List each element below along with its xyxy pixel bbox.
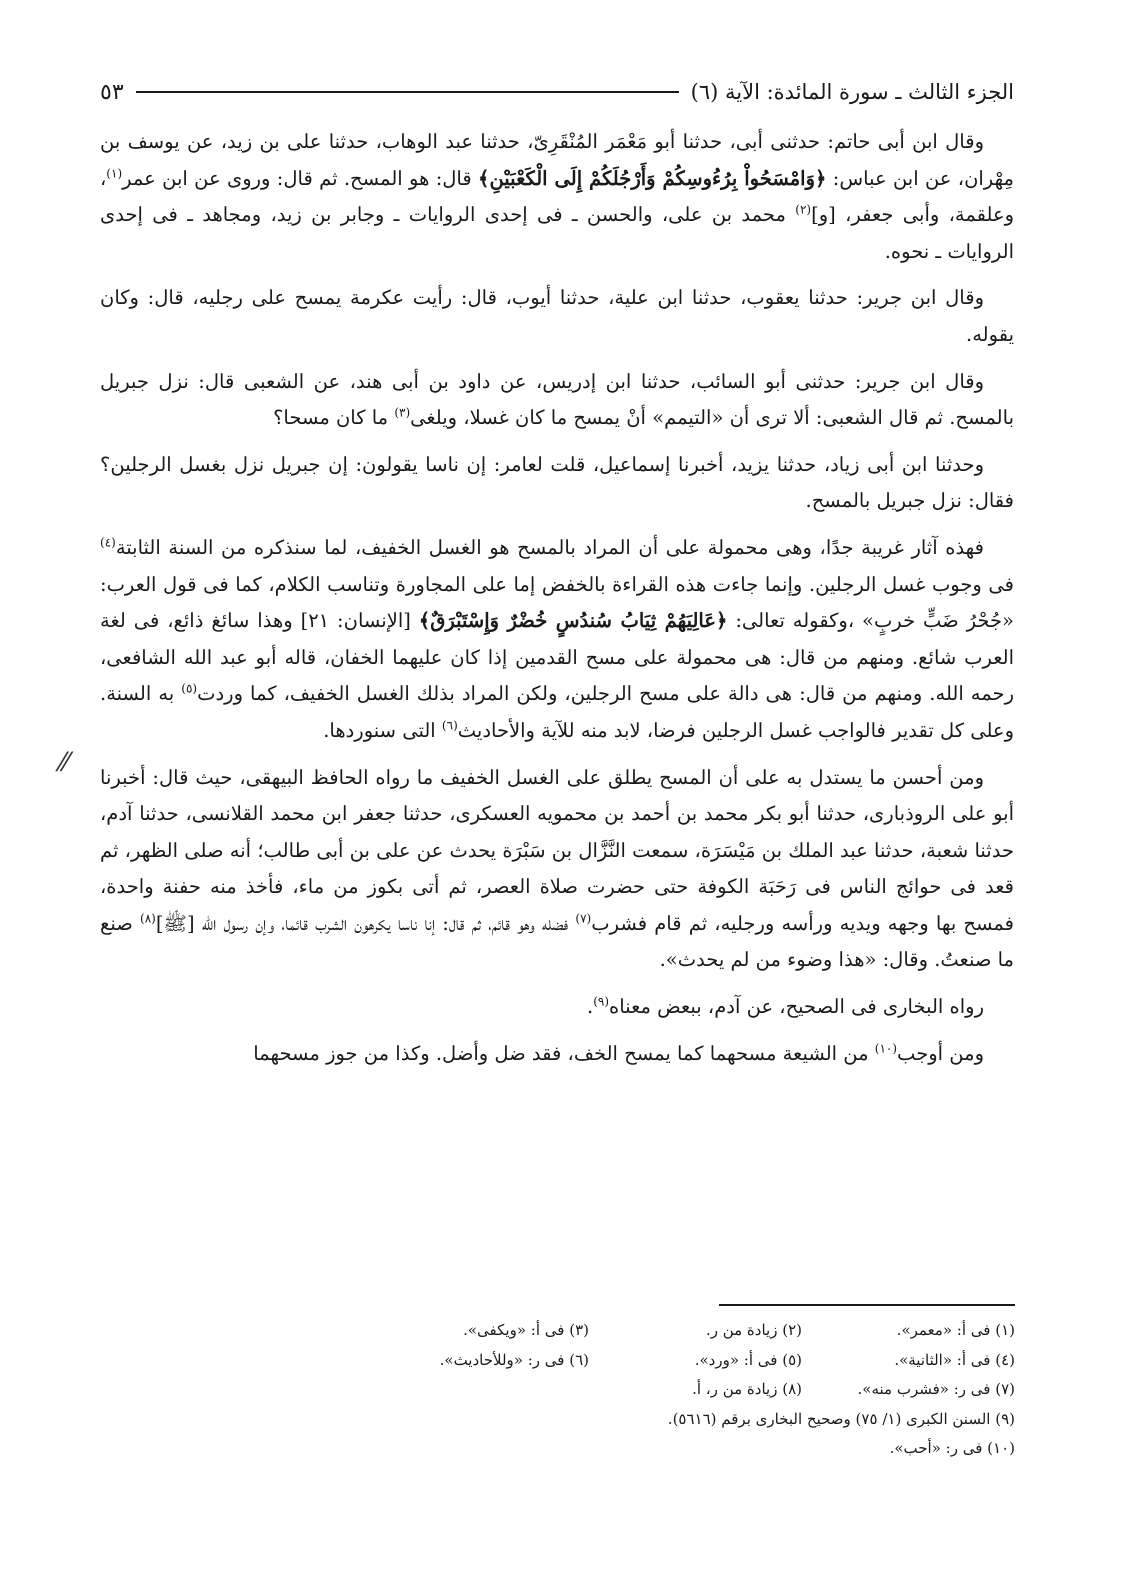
footnote: (٩) السنن الكبرى (١/ ٧٥) وصحيح البخارى برقم (٥٦١٦). xyxy=(667,1409,1015,1428)
footnote: (٦) فى ر: «وللأحاديث». xyxy=(439,1350,589,1369)
margin-pen-mark: ⁄⁄ xyxy=(60,748,69,778)
quran-verse: ﴿وَامْسَحُواْ بِرُءُوسِكُمْ وَأَرْجُلَكُمْ إِلَى الْكَعْبَيْنِ﴾ xyxy=(478,166,827,190)
paragraph: رواه البخارى فى الصحيح، عن آدم، ببعض معناه$^{(٩)}$. xyxy=(587,994,984,1019)
footnote-ref: (٨) xyxy=(140,911,156,926)
paragraph: فهذه آثار غريبة جدًا، وهى محمولة على أن المراد بالمسح هو الغسل الخفيف، لما سنذكره من السنة الثابتة$^{(٤)}$ فى وجوب غسل الرجلين. وإنما جاءت هذه القراءة بالخفض إما على المجاورة وتناسب الكلام، كما فى قول العرب: «جُحْرُ ضَبٍّ خربٍ» ،وكقوله تعالى: ﴿عَالِيَهُمْ ثِيَابُ سُندُسٍ خُضْرٌ وَإِسْتَبْرَقٌ﴾ [الإنسان: ٢١] وهذا سائغ ذائع، فى لغة العرب شائع. ومنهم من قال: هى محمولة على مسح القدمين إذا كان عليهما الخفان، قاله أبو عبد الله الشافعى، رحمه الله. ومنهم من قال: هى دالة على مسح الرجلين، ولكن المراد بذلك الغسل الخفيف، كما وردت$^{(٥)}$ به السنة. وعلى كل تقدير فالواجب غسل الرجلين فرضا، لابد منه للآية والأحاديث$^{(٦)}$ التى سنوردها. xyxy=(100,535,1015,742)
footnote xyxy=(376,1375,589,1405)
footnote-grid xyxy=(315,1316,1015,1405)
footnote-rule xyxy=(719,1304,1015,1306)
footnotes xyxy=(315,1316,1015,1464)
paragraph: وقال ابن جرير: حدثنا يعقوب، حدثنا ابن علية، حدثنا أيوب، قال: رأيت عكرمة يمسح على رجليه، قال: وكان يقوله. xyxy=(100,286,1014,346)
quran-verse: ﴿عَالِيَهُمْ ثِيَابُ سُندُسٍ خُضْرٌ وَإِسْتَبْرَقٌ﴾ xyxy=(418,609,728,633)
paragraph: وقال ابن أبى حاتم: حدثنى أبى، حدثنا أبو مَعْمَر المُنْقَرِىّ، حدثنا عبد الوهاب، حدثنا على بن زيد، عن يوسف بن مِهْران، عن ابن عباس: ﴿وَامْسَحُواْ بِرُءُوسِكُمْ وَأَرْجُلَكُمْ إِلَى الْكَعْبَيْنِ﴾ قال: هو المسح. ثم قال: وروى عن ابن عمر$^{(١)}$، وعلقمة، وأبى جعفر، [و]$^{(٢)}$ محمد بن على، والحسن ـ فى إحدى الروايات ـ وجابر بن زيد، ومجاهد ـ فى إحدى الروايات ـ نحوه. xyxy=(100,130,1014,263)
footnote-ref: (٩) xyxy=(593,994,610,1009)
footnote: (٥) فى أ: «ورد». xyxy=(694,1350,802,1369)
header-rule xyxy=(136,91,679,93)
paragraph: ومن أحسن ما يستدل به على أن المسح يطلق على الغسل الخفيف ما رواه الحافظ البيهقى، حيث قال: أخبرنا أبو على الروذبارى، حدثنا أبو بكر محمد بن أحمد بن محمويه العسكرى، حدثنا جعفر ابن محمد القلانسى، حدثنا آدم، حدثنا شعبة، حدثنا عبد الملك بن مَيْسَرَة، سمعت النَّزَّال بن سَبْرَة يحدث عن على بن أبى طالب؛ أنه صلى الظهر، ثم قعد فى حوائج الناس فى رَحَبَة الكوفة حتى حضرت صلاة العصر، ثم أتى بكوز من ماء، فأخذ منه حفنة واحدة، فمسح بها وجهه ويديه ورأسه ورجليه، ثم قام فشرب$^{(٧)}$ فضله وهو قائم، ثم قال: إنا ناسا يكرهون الشرب قائما، وإن رسول الله [ﷺ]$^{(٨)}$ صنع ما صنعتُ. وقال: «هذا وضوء من لم يحدث». xyxy=(100,765,1015,972)
footnote: (٤) فى أ: «الثانية». xyxy=(894,1350,1015,1369)
paragraph: وحدثنا ابن أبى زياد، حدثنا يزيد، أخبرنا إسماعيل، قلت لعامر: إن ناسا يقولون: إن جبريل نزل بغسل الرجلين؟ فقال: نزل جبريل بالمسح. xyxy=(100,452,1014,513)
footnote-ref: (١٠) xyxy=(874,1041,898,1056)
footnote-ref: (٣) xyxy=(394,405,411,420)
footnote-ref: (١) xyxy=(106,166,123,181)
footnote: (١٠) فى ر: «أحب». xyxy=(889,1439,1015,1457)
footnote: (٣) فى أ: «ويكفى». xyxy=(463,1321,589,1339)
running-title: الجزء الثالث ـ سورة المائدة: الآية (٦) xyxy=(690,80,1014,104)
page-header xyxy=(100,72,1014,112)
paragraph: ومن أوجب$^{(١٠)}$ من الشيعة مسحهما كما يمسح الخف، فقد ضل وأضل. وكذا من جوز مسحهما xyxy=(253,1041,984,1065)
footnote: (٢) زيادة من ر. xyxy=(705,1321,802,1339)
footnote: (١) فى أ: «معمر». xyxy=(896,1321,1015,1339)
main-text xyxy=(100,124,1014,1082)
footnote-ref: (٦) xyxy=(441,718,458,733)
footnote-ref: (٥) xyxy=(181,681,198,696)
page-number: ٥٣ xyxy=(100,79,124,105)
footnote: (٨) زيادة من ر، أ. xyxy=(692,1380,802,1398)
paragraph: وقال ابن جرير: حدثنى أبو السائب، حدثنا ابن إدريس، عن داود بن أبى هند، عن الشعبى قال: نزل جبريل بالمسح. ثم قال الشعبى: ألا ترى أن «التيمم» أنْ يمسح ما كان غسلا، ويلغى$^{(٣)}$ ما كان مسحا؟ xyxy=(100,369,1014,430)
footnote-ref: (٧) xyxy=(575,911,592,926)
footnote-ref: (٤) xyxy=(100,535,116,550)
footnote: (٧) فى ر: «فشرب منه». xyxy=(857,1380,1015,1398)
footnote-ref: (٢) xyxy=(795,202,812,217)
